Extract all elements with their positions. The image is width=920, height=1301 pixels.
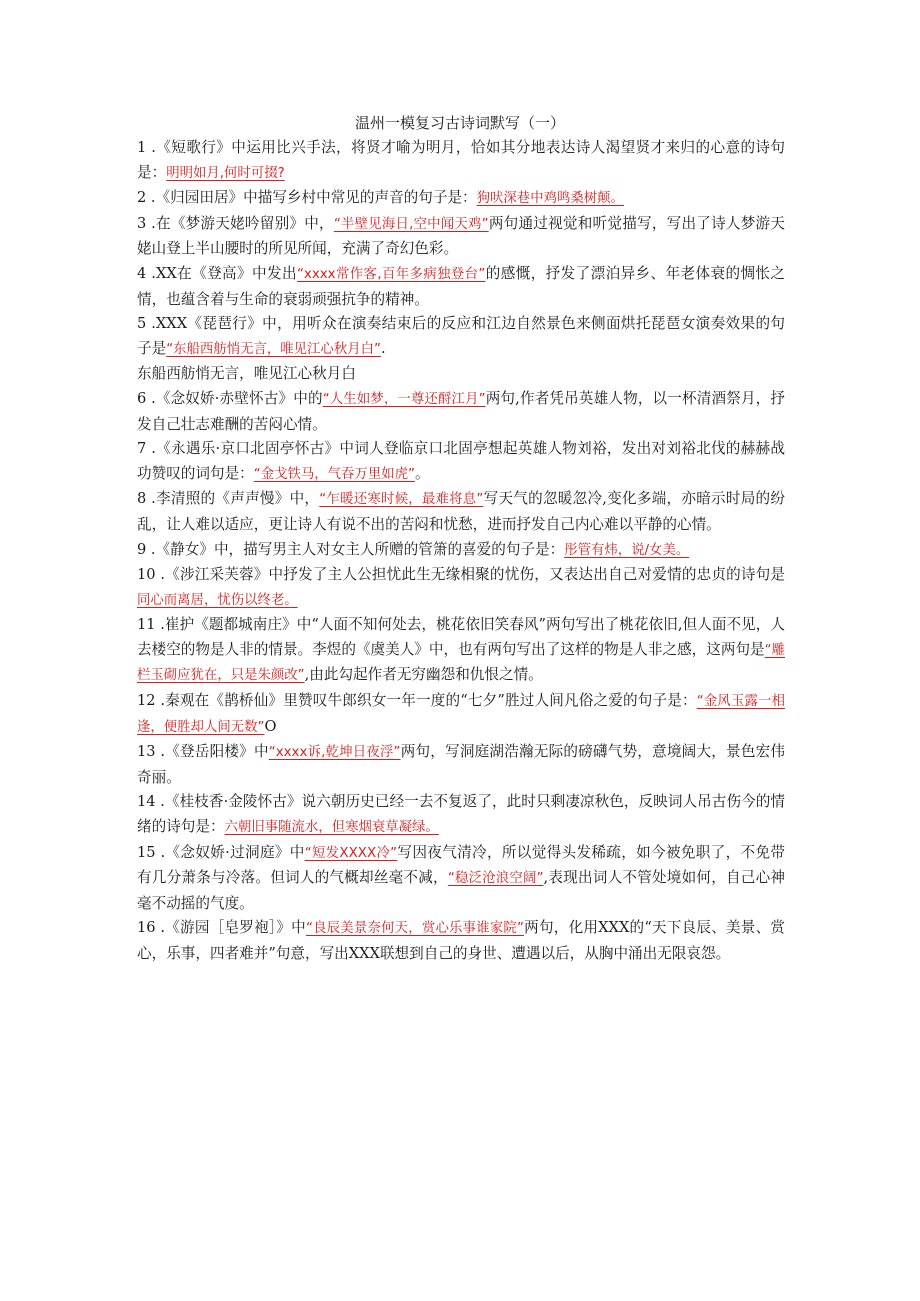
question-item-3 xyxy=(137,212,785,262)
question-text-after: . xyxy=(380,339,386,357)
question-text: 2 .《归园田居》中描写乡村中常见的声音的句子是： xyxy=(137,189,477,207)
question-item-14 xyxy=(137,790,785,840)
question-text-after: 写天气的忽暖忽冷,变化多端，亦暗示时局的纷乱，让人难以适应，更让诗人有说不出的苦闷和忧愁，进而抒发自己内心难以平静的心情。 xyxy=(137,490,785,533)
answer-text: “半壁见海日,空中闻天鸡” xyxy=(333,216,489,232)
question-text: 3 .在《梦游天姥吟留别》中， xyxy=(137,214,334,232)
page-title: 温州一模复习古诗词默写（一） xyxy=(354,114,565,132)
question-item-6 xyxy=(137,387,785,437)
answer-text: “东船西舫悄无言，唯见江心秋月白” xyxy=(166,341,381,357)
question-text-after: 两句,作者凭吊英雄人物，以一杯清酒祭月，抒发自己壮志难酬的苦闷心情。 xyxy=(137,389,786,433)
question-text-after: 两句通过视觉和听觉描写，写出了诗人梦游天姥山登上半山腰时的所见所闻，充满了奇幻色彩。 xyxy=(137,214,785,258)
question-text: 15 .《念奴娇·过洞庭》中 xyxy=(137,843,305,861)
question-item-16 xyxy=(137,916,785,966)
question-item-4 xyxy=(137,262,785,312)
question-list xyxy=(137,136,785,967)
question-item-1 xyxy=(137,136,785,186)
answer-text: 彤管有炜，说/女美。 xyxy=(564,542,690,558)
question-item-10 xyxy=(137,563,785,613)
question-text: 4 .XX在《登高》中发出 xyxy=(137,264,297,282)
answer-text-2: “稳泛沧浪空阔” xyxy=(447,871,544,887)
question-text: 7 .《永遇乐·京口北固亭怀古》中词人登临京口北固亭想起英雄人物刘裕，发出对刘裕北伐的赫赫战功赞叹的词句是： xyxy=(137,440,785,482)
question-text-after-2: ,表现出词人不管处境如何，自己心神毫不动摇的气度。 xyxy=(137,869,786,912)
answer-text: “乍暖还寒时候，最难将息” xyxy=(319,492,484,508)
question-text-after: O xyxy=(264,717,277,735)
answer-text: “xxxx常作客,百年多病独登台” xyxy=(296,266,486,282)
question-item-2 xyxy=(137,186,785,212)
question-item-12 xyxy=(137,689,785,740)
question-item-9 xyxy=(137,538,785,564)
answer-text: “金戈铁马，气吞万里如虎” xyxy=(253,466,415,482)
answer-text: 同心而离居，忧伤以终老。 xyxy=(137,592,298,608)
answer-text: “xxxx诉,乾坤日夜浮” xyxy=(268,745,401,761)
answer-text: “良辰美景奈何天，赏心乐事谁家院” xyxy=(305,921,524,937)
answer-text: “人生如梦，一尊还酹江月” xyxy=(322,391,486,407)
question-text: 5 .XXX《琵琶行》中，用听众在演奏结束后的反应和江边自然景色来侧面烘托琵琶女演奏效果的句子是 xyxy=(137,315,785,357)
question-text: 9 .《静女》中，描写男主人对女主人所赠的管箫的喜爱的句子是： xyxy=(137,540,565,558)
answer-text: 六朝旧事随流水，但寒烟衰草凝绿。 xyxy=(224,820,439,836)
plain-line xyxy=(137,362,785,387)
question-text-after: 两句，写洞庭湖浩瀚无际的磅礴气势，意境阔大，景色宏伟奇丽。 xyxy=(137,743,785,786)
answer-text: 狗吠深巷中鸡鸣桑树颠。 xyxy=(476,191,624,207)
question-text-after: ,由此勾起作者无穷幽怨和仇恨之情。 xyxy=(304,666,543,684)
answer-text: 明明如月,何时可掇? xyxy=(166,165,285,181)
question-item-8 xyxy=(137,487,785,537)
answer-text: “短发XXXX冷” xyxy=(304,845,398,861)
answer-text: “金风玉露一相逢，便胜却人间无数” xyxy=(137,694,786,735)
question-item-13 xyxy=(137,740,785,790)
question-text: 13 .《登岳阳楼》中 xyxy=(137,743,269,761)
question-text: 8 .李清照的《声声慢》中， xyxy=(137,490,320,508)
question-text: 11 .崔护《题都城南庄》中“人面不知何处去，桃花依旧笑春风”两句写出了桃花依旧,但人面不见，人去楼空的物是人非的情景。李煜的《虞美人》中，也有两句写出了这样的物是人非之感，这两句是 xyxy=(137,616,785,658)
answer-text: “雕栏玉砌应犹在，只是朱颜改” xyxy=(137,642,786,684)
question-text: 16 .《游园［皂罗袍］》中 xyxy=(137,919,306,937)
question-text: 12 .秦观在《鹊桥仙》里赞叹牛郎织女一年一度的“七夕”胜过人间凡俗之爱的句子是： xyxy=(137,692,697,710)
question-text-after: 的感慨，抒发了漂泊异乡、年老体衰的惆怅之情，也蕴含着与生命的衰弱顽强抗争的精神。 xyxy=(137,264,785,308)
question-text-after: 写因夜气清冷，所以觉得头发稀疏，如今被免职了，不免带有几分萧条与冷落。但词人的气概却丝毫不减， xyxy=(137,843,785,887)
question-item-7 xyxy=(137,437,785,487)
question-text: 6 .《念奴娇·赤壁怀古》中的 xyxy=(137,389,323,407)
plain-text: 东船西舫悄无言，唯见江心秋月白 xyxy=(137,365,356,383)
question-item-5 xyxy=(137,312,785,362)
question-text: 14 .《桂枝香·金陵怀古》说六朝历史已经一去不复返了，此时只剩凄凉秋色，反映词人吊古伤今的情绪的诗句是： xyxy=(137,793,785,836)
question-text-after: 。 xyxy=(414,464,430,482)
question-item-15 xyxy=(137,841,785,917)
question-item-11 xyxy=(137,613,785,689)
question-text: 10 .《涉江采芙蓉》中抒发了主人公担忧此生无缘相聚的忧伤，又表达出自己对爱情的忠贞的诗句是 xyxy=(137,566,785,584)
question-text-after: 两句，化用XXX的“天下良辰、美景、赏心，乐事，四者难并”句意，写出XXX联想到自己的身世、遭遇以后，从胸中涌出无限哀怨。 xyxy=(137,919,785,962)
question-text: 1 .《短歌行》中运用比兴手法，将贤才喻为明月，恰如其分地表达诗人渴望贤才来归的心意的诗句是： xyxy=(137,139,785,181)
